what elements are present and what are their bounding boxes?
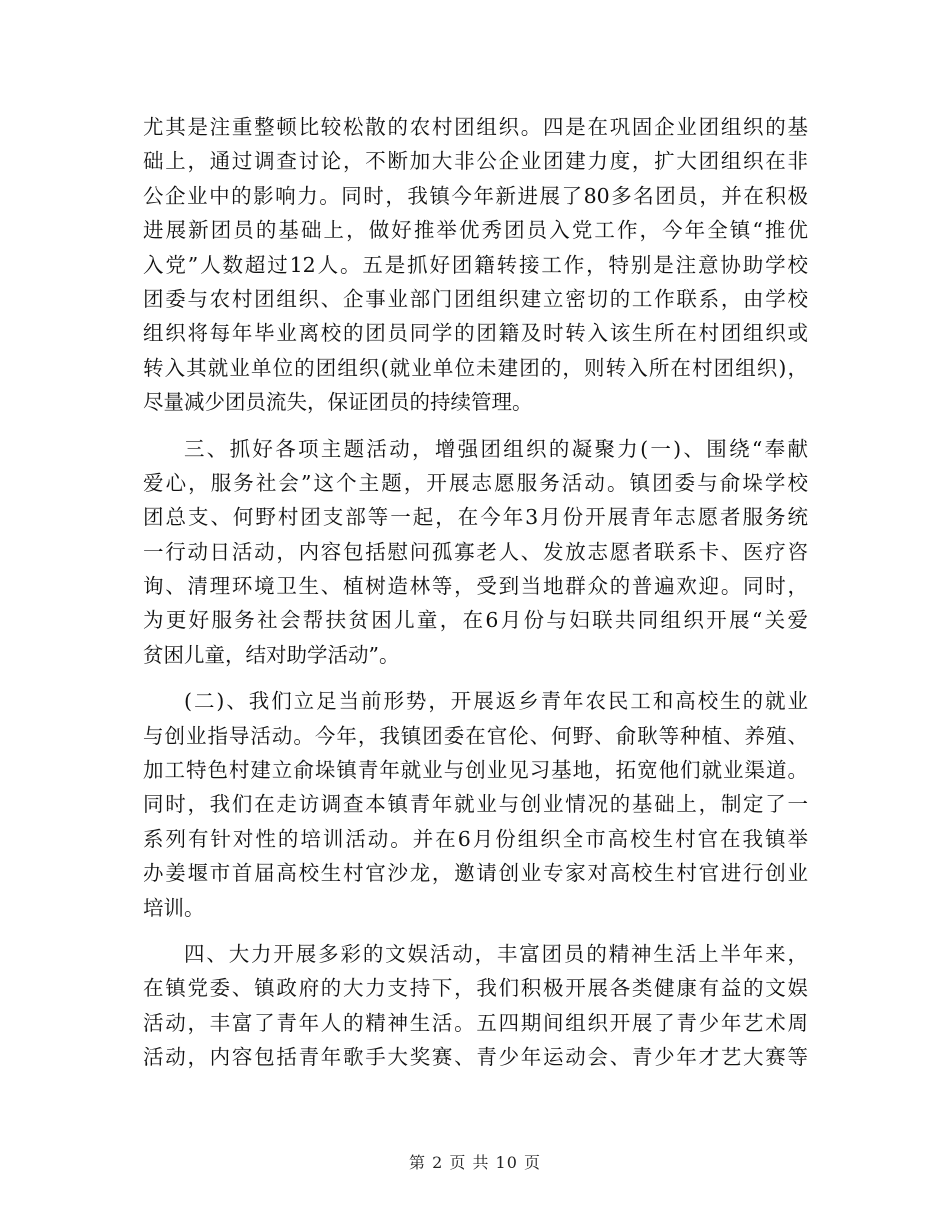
text-line: 加工特色村建立俞垛镇青年就业与创业见习基地，拓宽他们就业渠道。 — [143, 758, 808, 783]
text-line: 为更好服务社会帮扶贫困儿童，在6月份与妇联共同组织开展“关爱 — [143, 608, 808, 633]
text-line: 四、大力开展多彩的文娱活动，丰富团员的精神生活上半年来， — [184, 941, 808, 966]
text-line: 团委与农村团组织、企事业部门团组织建立密切的工作联系，由学校 — [143, 286, 808, 311]
text-line: 团总支、何野村团支部等一起，在今年3月份开展青年志愿者服务统 — [143, 505, 808, 530]
text-line: (二)、我们立足当前形势，开展返乡青年农民工和高校生的就业 — [184, 689, 808, 714]
text-line: 系列有针对性的培训活动。并在6月份组织全市高校生村官在我镇举 — [143, 826, 808, 851]
text-line: 三、抓好各项主题活动，增强团组织的凝聚力(一)、围绕“奉献 — [184, 436, 808, 461]
text-line: 贫困儿童，结对助学活动”。 — [143, 642, 400, 667]
page-number-footer: 第 2 页 共 10 页 — [409, 1153, 541, 1172]
text-line: 与创业指导活动。今年，我镇团委在官伦、何野、俞耿等种植、养殖、 — [143, 723, 808, 748]
text-line: 公企业中的影响力。同时，我镇今年新进展了80多名团员，并在积极 — [143, 183, 808, 208]
text-line: 入党”人数超过12人。五是抓好团籍转接工作，特别是注意协助学校 — [143, 252, 808, 277]
text-line: 转入其就业单位的团组织(就业单位未建团的，则转入所在村团组织)， — [143, 355, 808, 380]
text-line: 尽量减少团员流失，保证团员的持续管理。 — [143, 390, 533, 415]
text-line: 询、清理环境卫生、植树造林等，受到当地群众的普遍欢迎。同时， — [143, 574, 808, 599]
paragraph — [143, 937, 808, 1075]
text-line: 培训。 — [143, 895, 205, 920]
paragraph — [143, 110, 808, 420]
text-line: 活动，丰富了青年人的精神生活。五四期间组织开展了青少年艺术周 — [143, 1010, 808, 1035]
text-line: 爱心，服务社会”这个主题，开展志愿服务活动。镇团委与俞垛学校 — [143, 470, 808, 495]
text-line: 活动，内容包括青年歌手大奖赛、青少年运动会、青少年才艺大赛等 — [143, 1045, 808, 1070]
paragraph — [143, 432, 808, 673]
text-line: 进展新团员的基础上，做好推举优秀团员入党工作，今年全镇“推优 — [143, 218, 808, 243]
text-line: 在镇党委、镇政府的大力支持下，我们积极开展各类健康有益的文娱 — [143, 976, 808, 1001]
text-line: 础上，通过调查讨论，不断加大非公企业团建力度，扩大团组织在非 — [143, 149, 808, 174]
paragraph — [143, 684, 808, 925]
text-line: 办姜堰市首届高校生村官沙龙，邀请创业专家对高校生村官进行创业 — [143, 861, 808, 886]
document-body — [143, 110, 808, 1075]
text-line: 组织将每年毕业离校的团员同学的团籍及时转入该生所在村团组织或 — [143, 321, 808, 346]
text-line: 同时，我们在走访调查本镇青年就业与创业情况的基础上，制定了一 — [143, 792, 808, 817]
text-line: 一行动日活动，内容包括慰问孤寡老人、发放志愿者联系卡、医疗咨 — [143, 539, 808, 564]
text-line: 尤其是注重整顿比较松散的农村团组织。四是在巩固企业团组织的基 — [143, 115, 808, 139]
